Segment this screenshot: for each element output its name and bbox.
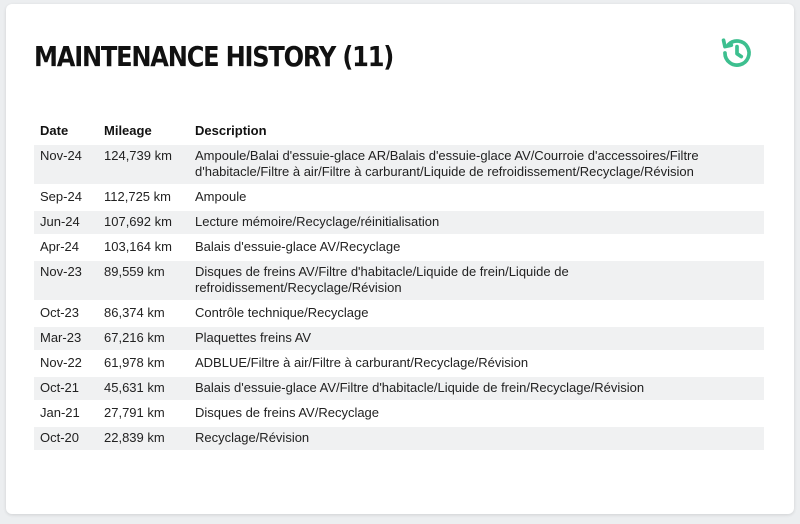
row-mileage: 61,978 km — [98, 351, 189, 376]
table-row — [34, 401, 764, 426]
column-header-mileage: Mileage — [104, 123, 152, 138]
row-mileage: 89,559 km — [98, 260, 189, 301]
row-description: Ampoule — [189, 185, 764, 210]
table-row — [34, 326, 764, 351]
row-description: Ampoule/Balai d'essuie-glace AR/Balais d'essuie-glace AV/Courroie d'accessoires/Filtre d'habitacle/Filtre à air/Filtre à carburant/Liquide de refroidissement/Recyclage/Révision — [189, 144, 764, 185]
row-mileage: 107,692 km — [98, 210, 189, 235]
row-date: Mar-23 — [34, 326, 98, 351]
row-date: Apr-24 — [34, 235, 98, 260]
row-description: ADBLUE/Filtre à air/Filtre à carburant/Recyclage/Révision — [189, 351, 764, 376]
row-mileage: 27,791 km — [98, 401, 189, 426]
history-clock-icon — [720, 36, 754, 70]
row-mileage: 22,839 km — [98, 426, 189, 450]
history-button[interactable] — [719, 35, 755, 71]
table-row — [34, 144, 764, 185]
row-mileage: 103,164 km — [98, 235, 189, 260]
row-mileage: 124,739 km — [98, 144, 189, 185]
table-row — [34, 301, 764, 326]
table-row — [34, 235, 764, 260]
table-header-row — [34, 117, 764, 144]
row-mileage: 45,631 km — [98, 376, 189, 401]
table-row — [34, 210, 764, 235]
row-date: Nov-24 — [34, 144, 98, 185]
maintenance-history-card — [6, 4, 794, 514]
row-description: Balais d'essuie-glace AV/Filtre d'habitacle/Liquide de frein/Recyclage/Révision — [189, 376, 764, 401]
row-date: Oct-21 — [34, 376, 98, 401]
row-date: Oct-20 — [34, 426, 98, 450]
row-date: Sep-24 — [34, 185, 98, 210]
table-row — [34, 376, 764, 401]
row-description: Disques de freins AV/Filtre d'habitacle/Liquide de frein/Liquide de refroidissement/Recyclage/Révision — [189, 260, 764, 301]
row-date: Jun-24 — [34, 210, 98, 235]
column-header-date: Date — [40, 123, 69, 138]
table-row — [34, 185, 764, 210]
row-date: Oct-23 — [34, 301, 98, 326]
page-title: MAINTENANCE HISTORY (11) — [34, 40, 394, 73]
row-description: Disques de freins AV/Recyclage — [189, 401, 764, 426]
row-mileage: 112,725 km — [98, 185, 189, 210]
row-description: Contrôle technique/Recyclage — [189, 301, 764, 326]
row-mileage: 67,216 km — [98, 326, 189, 351]
table-row — [34, 351, 764, 376]
row-description: Lecture mémoire/Recyclage/réinitialisation — [189, 210, 764, 235]
table-row — [34, 260, 764, 301]
row-description: Recyclage/Révision — [189, 426, 764, 450]
column-header-description: Description — [195, 123, 267, 138]
row-date: Nov-22 — [34, 351, 98, 376]
row-description: Balais d'essuie-glace AV/Recyclage — [189, 235, 764, 260]
row-description: Plaquettes freins AV — [189, 326, 764, 351]
table-row — [34, 426, 764, 450]
maintenance-table — [34, 117, 764, 450]
row-mileage: 86,374 km — [98, 301, 189, 326]
row-date: Nov-23 — [34, 260, 98, 301]
row-date: Jan-21 — [34, 401, 98, 426]
